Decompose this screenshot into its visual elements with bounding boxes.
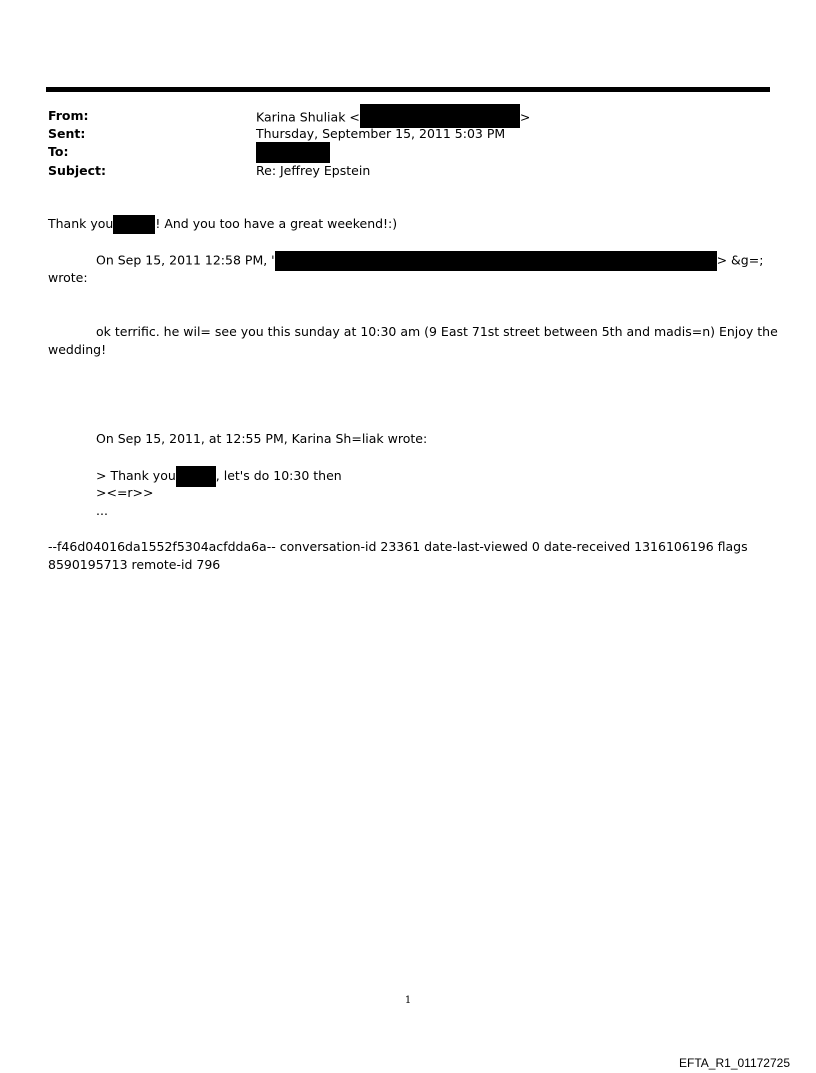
quote-header-1-tail: > &g=; [716, 252, 764, 268]
metadata-line-1: --f46d04016da1552f5304acfdda6a-- conversation-id 23361 date-last-viewed 0 date-received 1316106196 flags [48, 539, 748, 554]
subject-value: Re: Jeffrey Epstein [256, 163, 371, 178]
to-value [256, 142, 330, 163]
from-name: Karina Shuliak [256, 109, 346, 125]
quoted-line-2: ><=r>> [96, 485, 154, 500]
from-value [256, 108, 530, 128]
quoted-line-1-b: , let's do 10:30 then [215, 468, 342, 483]
quote-header-1 [96, 251, 763, 271]
from-label: From: [48, 108, 89, 123]
message-line-2: wedding! [48, 342, 107, 357]
quoted-line-1-a: > Thank you [96, 468, 176, 483]
sent-value: Thursday, September 15, 2011 5:03 PM [256, 126, 506, 141]
quote-header-1-wrote: wrote: [48, 270, 88, 285]
redaction-to [256, 142, 330, 163]
reply-line [48, 215, 397, 234]
subject-label: Subject: [48, 163, 106, 178]
redaction-name-2 [176, 466, 216, 487]
redaction-from-email [360, 104, 520, 128]
reply-text-a: Thank you [48, 216, 114, 231]
document-id: EFTA_R1_01172725 [679, 1056, 790, 1070]
quoted-line-3: ... [96, 503, 108, 518]
message-line-1: ok terrific. he wil= see you this sunday at 10:30 am (9 East 71st street between 5th and madis=n) Enjoy the [96, 324, 778, 339]
quote-header-2: On Sep 15, 2011, at 12:55 PM, Karina Sh=liak wrote: [96, 431, 428, 446]
reply-text-b: ! And you too have a great weekend!:) [155, 216, 398, 231]
redaction-sender-1 [275, 251, 717, 271]
from-close-bracket: > [519, 109, 531, 125]
page-number: 1 [404, 995, 412, 1006]
from-open-bracket: < [349, 109, 360, 125]
redaction-name-1 [113, 215, 155, 234]
quote-header-1-text: On Sep 15, 2011 12:58 PM, ' [96, 252, 275, 268]
metadata-line-2: 8590195713 remote-id 796 [48, 557, 221, 572]
sent-label: Sent: [48, 126, 86, 141]
header-rule [46, 87, 770, 92]
to-label: To: [48, 144, 69, 159]
